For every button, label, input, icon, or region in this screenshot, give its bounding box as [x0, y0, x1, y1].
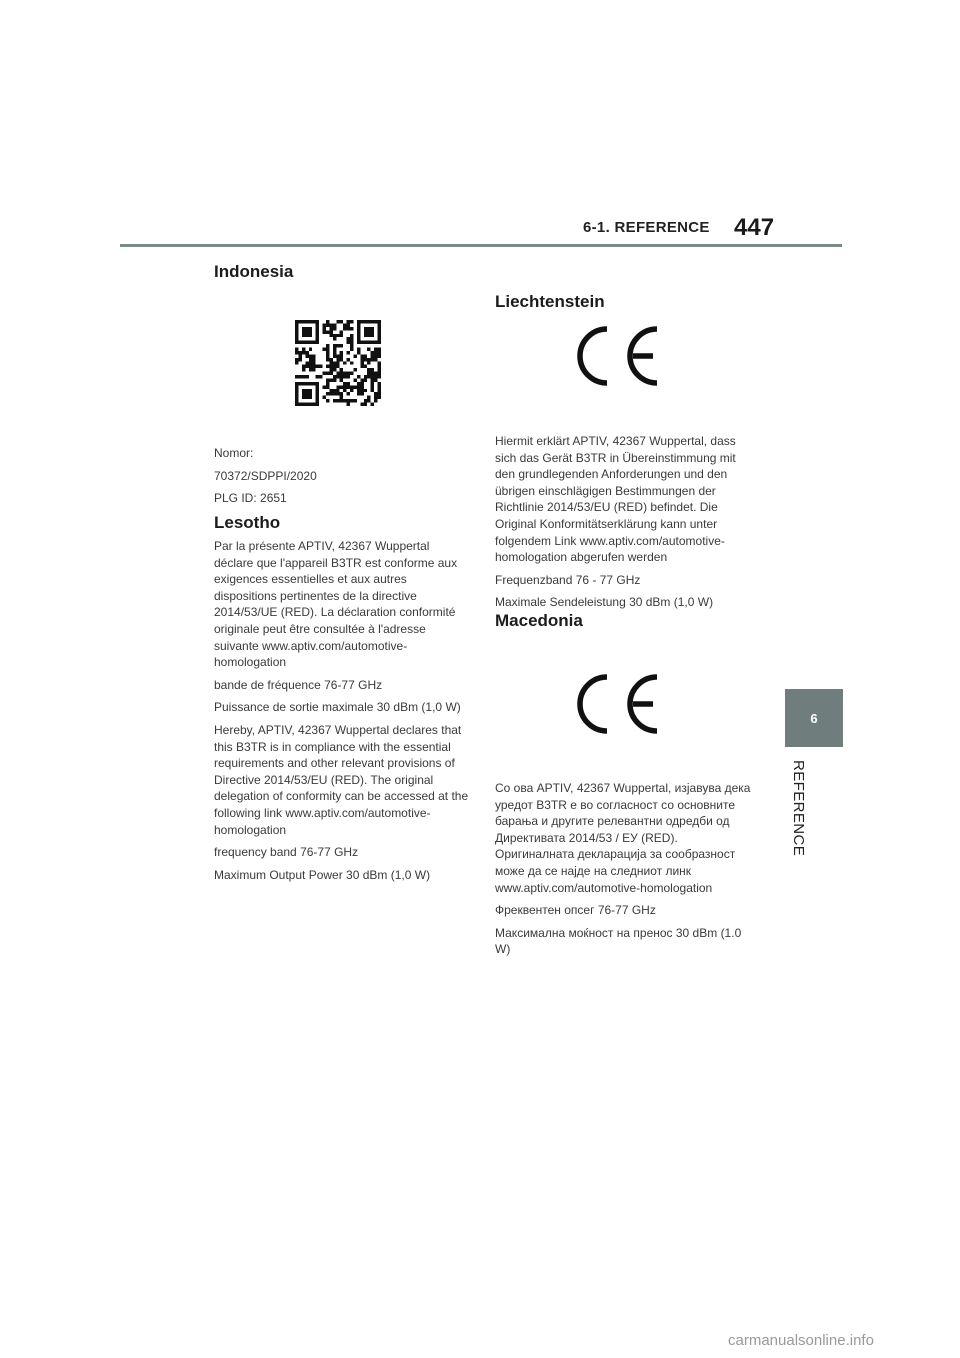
- left-column: [214, 262, 472, 282]
- section-title-indonesia: Indonesia: [214, 262, 294, 281]
- macedonia-paragraph-3: Максимална моќност на пренос 30 dBm (1.0 W): [495, 925, 742, 957]
- macedonia-heading: [495, 611, 753, 631]
- liechtenstein-heading: [495, 292, 753, 312]
- watermark-text: carmanualsonline.info: [728, 1332, 874, 1349]
- macedonia-paragraph-2: Фреквентен опсег 76-77 GHz: [495, 903, 656, 918]
- page-header: [0, 0, 960, 250]
- chapter-side-label: REFERENCE: [790, 760, 807, 857]
- lesotho-paragraph-1: Par la présente APTIV, 42367 Wuppertal déclare que l'appareil B3TR est conforme aux exigences essentielles et aux autres dispositions pertinentes de la directive 2014/53/UE (RED). La déclaration conformité originale peut être consultée à l'adresse suivante www.aptiv.com/automotive-homologation: [214, 539, 458, 670]
- qr-code-icon: [295, 320, 381, 406]
- chapter-tab[interactable]: [785, 689, 843, 747]
- liechtenstein-section: [495, 433, 753, 617]
- liechtenstein-paragraph-1: Hiermit erklärt APTIV, 42367 Wuppertal, dass sich das Gerät B3TR in Übereinstimmung mit den grundlegenden Anforderungen und den übrigen einschlägigen Bestimmungen der Richtlinie 2014/53/EU (RED) befindet. Die Original Konformitätserklärung kann unter folgendem Link www.aptiv.com/automotive-homologation abgerufen werden: [495, 434, 736, 565]
- header-rule: [120, 244, 842, 247]
- lesotho-paragraph-3: Puissance de sortie maximale 30 dBm (1,0 W): [214, 700, 461, 715]
- chapter-label: 6-1. REFERENCE: [583, 219, 710, 236]
- ce-mark-icon: [575, 325, 665, 387]
- section-title-lesotho: Lesotho: [214, 513, 281, 532]
- section-title-macedonia: Macedonia: [495, 611, 583, 630]
- ce-mark-icon: [575, 673, 665, 735]
- liechtenstein-paragraph-2: Frequenzband 76 - 77 GHz: [495, 572, 641, 587]
- lesotho-paragraph-6: Maximum Output Power 30 dBm (1,0 W): [214, 867, 431, 882]
- page-number: 447: [734, 214, 775, 241]
- indonesia-line-3: PLG ID: 2651: [214, 491, 287, 506]
- indonesia-line-2: 70372/SDPPI/2020: [214, 468, 317, 483]
- chapter-tab-number: 6: [810, 710, 818, 726]
- lesotho-paragraph-4: Hereby, APTIV, 42367 Wuppertal declares that this B3TR is in compliance with the essential requirements and other relevant provisions of Directive 2014/53/EU (RED). The original delegation of conformity can be accessed at the following link www.aptiv.com/automotive-homologation: [214, 722, 469, 837]
- liechtenstein-paragraph-3: Maximale Sendeleistung 30 dBm (1,0 W): [495, 595, 714, 610]
- indonesia-line-1: Nomor:: [214, 446, 254, 460]
- macedonia-section: [495, 780, 753, 964]
- indonesia-details: [214, 445, 472, 513]
- lesotho-section: [214, 513, 472, 889]
- lesotho-paragraph-2: bande de fréquence 76-77 GHz: [214, 677, 383, 692]
- lesotho-paragraph-5: frequency band 76-77 GHz: [214, 845, 359, 860]
- section-title-liechtenstein: Liechtenstein: [495, 292, 605, 311]
- macedonia-paragraph-1: Со ова APTIV, 42367 Wuppertal, изјавува дека уредот B3TR е во согласност со основните барања и другите релевантни одредби од Директивата 2014/53 / ЕУ (RED). Оригиналната декларација за сообразност може да се најде на следниот линк www.aptiv.com/automotive-homologation: [495, 781, 751, 895]
